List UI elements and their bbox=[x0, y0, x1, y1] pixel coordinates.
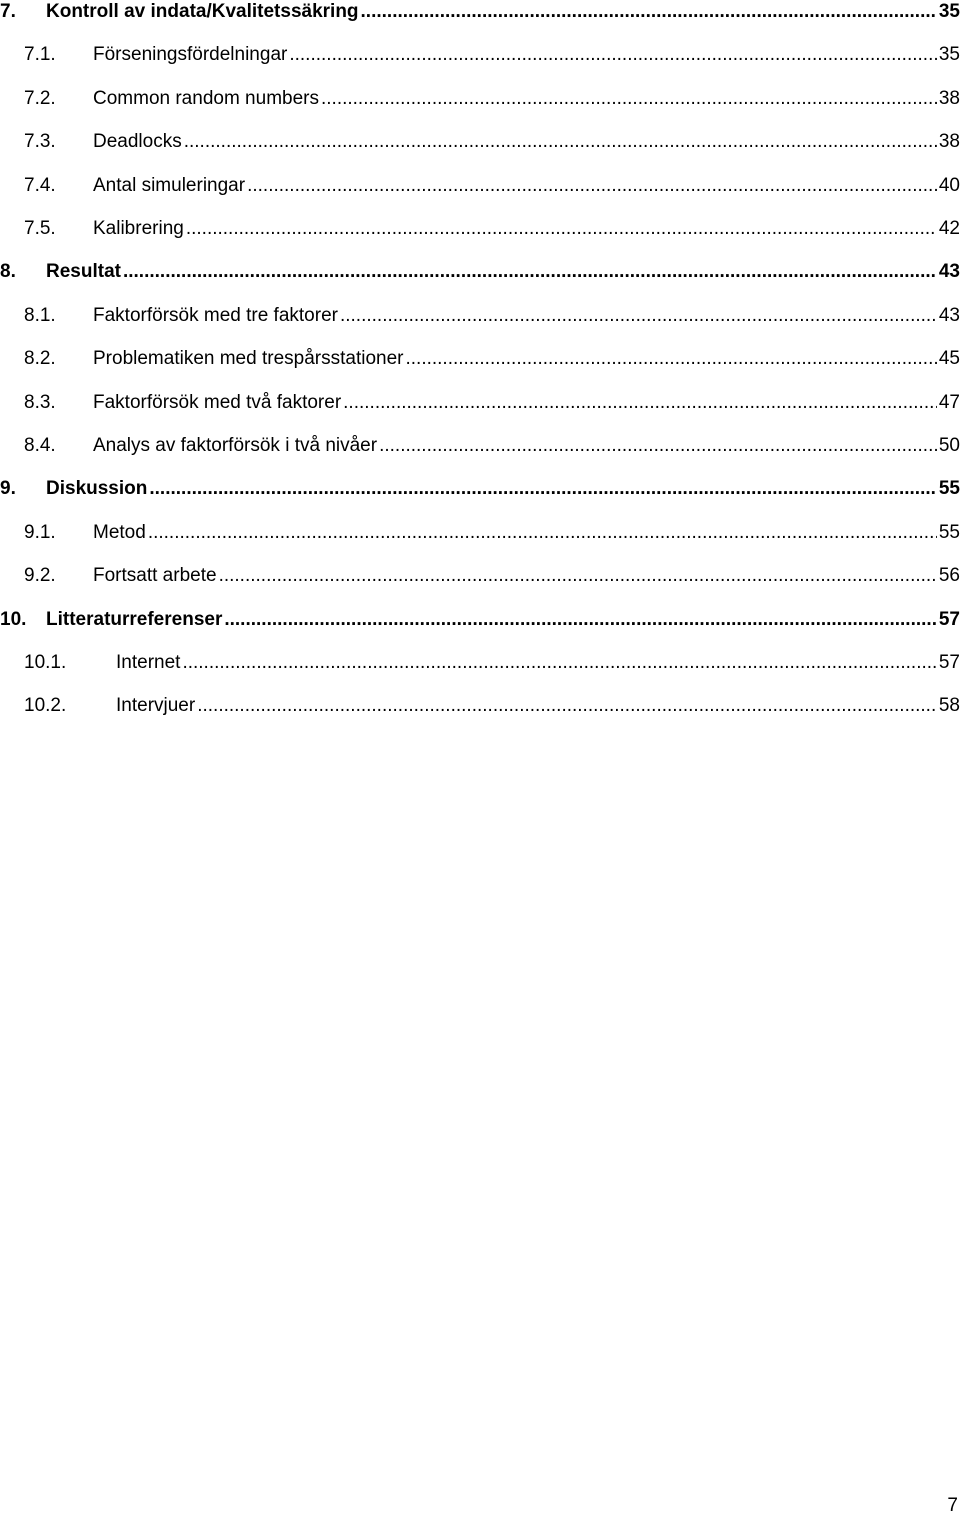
toc-entry-title: Kontroll av indata/Kvalitetssäkring bbox=[46, 1, 359, 22]
dot-leader bbox=[321, 87, 937, 111]
toc-entry-page: 43 bbox=[938, 261, 960, 283]
toc-entry-title: Deadlocks bbox=[93, 131, 182, 153]
toc-entry-title: Faktorförsök med tre faktorer bbox=[93, 304, 338, 326]
toc-entry[interactable] bbox=[0, 694, 960, 724]
dot-leader bbox=[361, 0, 937, 24]
toc-entry-number: 7.5. bbox=[24, 218, 56, 239]
dot-leader bbox=[186, 217, 937, 241]
toc-entry-number: 8. bbox=[0, 261, 16, 283]
toc-entry[interactable] bbox=[0, 260, 960, 290]
toc-entry[interactable] bbox=[0, 608, 960, 638]
toc-entry-number: 7.4. bbox=[24, 174, 56, 196]
toc-entry[interactable] bbox=[0, 477, 960, 507]
dot-leader bbox=[343, 391, 937, 415]
toc-entry-page: 56 bbox=[938, 565, 960, 587]
dot-leader bbox=[148, 521, 937, 545]
toc-entry-page: 58 bbox=[938, 695, 960, 717]
toc-entry-page: 57 bbox=[938, 652, 960, 673]
toc-entry-page: 35 bbox=[938, 44, 960, 66]
toc-entry-title: Förseningsfördelningar bbox=[93, 44, 288, 66]
toc-entry-page: 40 bbox=[938, 174, 960, 196]
toc-entry[interactable] bbox=[0, 347, 960, 377]
toc-entry-title: Faktorförsök med två faktorer bbox=[93, 391, 342, 413]
toc-entry-page: 55 bbox=[938, 478, 960, 500]
toc-entry-number: 10.2. bbox=[24, 695, 67, 717]
toc-entry[interactable] bbox=[0, 174, 960, 204]
toc-entry-number: 7.2. bbox=[24, 87, 56, 109]
toc-entry-number: 9.1. bbox=[24, 521, 56, 543]
toc-entry-page: 42 bbox=[938, 218, 960, 239]
toc-entry-title: Internet bbox=[116, 652, 181, 673]
toc-entry-page: 43 bbox=[938, 304, 960, 326]
toc-entry-title: Common random numbers bbox=[93, 87, 319, 109]
toc-entry-number: 9. bbox=[0, 478, 16, 500]
toc-entry-number: 9.2. bbox=[24, 565, 56, 587]
toc-entry-page: 50 bbox=[938, 435, 960, 456]
toc-entry-number: 8.2. bbox=[24, 348, 56, 370]
toc-entry-page: 35 bbox=[938, 1, 960, 22]
toc-entry-title: Problematiken med trespårsstationer bbox=[93, 348, 404, 370]
toc-entry-number: 8.1. bbox=[24, 304, 56, 326]
toc-entry-number: 10. bbox=[0, 608, 27, 630]
toc-entry[interactable] bbox=[0, 43, 960, 73]
toc-entry[interactable] bbox=[0, 87, 960, 117]
toc-entry[interactable] bbox=[0, 130, 960, 160]
toc-entry-number: 8.4. bbox=[24, 435, 56, 456]
toc-entry-title: Antal simuleringar bbox=[93, 174, 246, 196]
dot-leader bbox=[289, 43, 937, 67]
toc-entry-page: 38 bbox=[938, 131, 960, 153]
dot-leader bbox=[219, 564, 937, 588]
toc-entry-title: Fortsatt arbete bbox=[93, 565, 217, 587]
dot-leader bbox=[405, 347, 936, 371]
dot-leader bbox=[247, 174, 937, 198]
dot-leader bbox=[379, 434, 937, 458]
toc-entry-number: 7.3. bbox=[24, 131, 56, 153]
dot-leader bbox=[182, 651, 936, 675]
page-number: 7 bbox=[947, 1495, 958, 1516]
toc-entry-title: Intervjuer bbox=[116, 695, 196, 717]
toc-entry[interactable] bbox=[0, 304, 960, 334]
toc-entry[interactable] bbox=[0, 217, 960, 247]
dot-leader bbox=[149, 477, 936, 501]
toc-entry-title: Diskussion bbox=[46, 478, 148, 500]
toc-entry-page: 47 bbox=[938, 391, 960, 413]
toc-entry-number: 7.1. bbox=[24, 44, 56, 66]
toc-entry-title: Analys av faktorförsök i två nivåer bbox=[93, 435, 378, 456]
toc-entry-number: 8.3. bbox=[24, 391, 56, 413]
toc-entry[interactable] bbox=[0, 564, 960, 594]
toc-entry-page: 38 bbox=[938, 87, 960, 109]
dot-leader bbox=[224, 608, 937, 632]
toc-entry-page: 45 bbox=[938, 348, 960, 370]
toc-entry[interactable] bbox=[0, 391, 960, 421]
dot-leader bbox=[184, 130, 937, 154]
dot-leader bbox=[123, 260, 937, 284]
toc-entry-number: 10.1. bbox=[24, 652, 67, 673]
toc-entry-title: Kalibrering bbox=[93, 218, 184, 239]
toc-entry[interactable] bbox=[0, 651, 960, 681]
toc-entry-page: 55 bbox=[938, 521, 960, 543]
dot-leader bbox=[340, 304, 937, 328]
toc-entry-title: Resultat bbox=[46, 261, 121, 283]
dot-leader bbox=[197, 694, 937, 718]
toc-entry-number: 7. bbox=[0, 1, 16, 22]
toc-entry[interactable] bbox=[0, 521, 960, 551]
toc-entry-title: Metod bbox=[93, 521, 146, 543]
toc-entry-title: Litteraturreferenser bbox=[46, 608, 223, 630]
toc-entry-page: 57 bbox=[938, 608, 960, 630]
toc-entry[interactable] bbox=[0, 0, 960, 30]
toc-entry[interactable] bbox=[0, 434, 960, 464]
